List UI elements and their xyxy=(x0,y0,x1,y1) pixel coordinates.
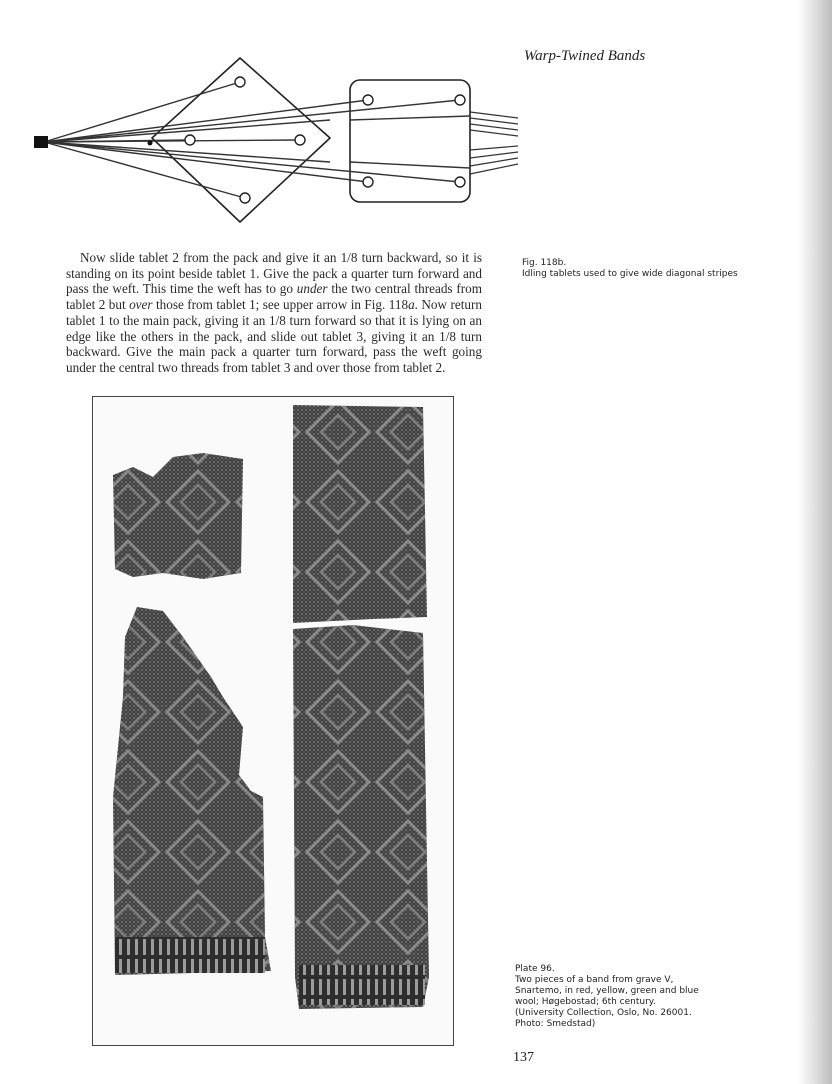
plate-caption-label: Plate 96. xyxy=(515,964,555,974)
textile-band-lower xyxy=(293,625,429,1009)
body-paragraph: Now slide tablet 2 from the pack and give it an 1/8 turn backward, so it is standing on its point beside tablet 1. Give the pack a quarter turn forward and pass the weft. This time the weft has to go under the two central threads from tablet 2 but over those from tablet 1; see upper arrow in Fig. 118a. Now return tablet 1 to the main pack, giving it an 1/8 turn forward so that it is lying on an edge like the others in the pack, and slide out tablet 3, giving it an 1/8 turn backward. Give the main pack a quarter turn forward, pass the weft going under the central two threads from tablet 3 and over those from tablet 2. xyxy=(66,250,483,375)
plate-caption-line: Two pieces of a band from grave V, xyxy=(515,975,674,985)
plate-photo xyxy=(92,396,454,1046)
tablet-diagram-drawing xyxy=(30,50,530,235)
plate-caption-line: Photo: Smedstad) xyxy=(515,1019,596,1029)
textile-band-upper xyxy=(293,405,427,623)
tablet-diagram xyxy=(30,50,530,235)
plate-caption xyxy=(515,964,745,1030)
plate-caption-line: (University Collection, Oslo, No. 26001. xyxy=(515,1008,692,1018)
textile-photo-drawing xyxy=(93,397,453,1045)
figure-caption-label: Fig. 118b. xyxy=(522,258,567,268)
textile-fragment-small xyxy=(113,453,243,579)
figure-caption-text: Idling tablets used to give wide diagonal stripes xyxy=(522,269,738,279)
page-number: 137 xyxy=(513,1050,534,1065)
warp-threads-right xyxy=(470,112,518,174)
warp-knot xyxy=(34,136,48,148)
figure-caption xyxy=(522,258,742,280)
running-head: Warp-Twined Bands xyxy=(524,48,646,64)
weft-marker-dot xyxy=(148,141,153,146)
textile-fragment-left xyxy=(113,607,271,975)
page-edge-shadow xyxy=(798,0,832,1084)
plate-caption-line: Snartemo, in red, yellow, green and blue xyxy=(515,986,699,996)
plate-caption-line: wool; Høgebostad; 6th century. xyxy=(515,997,656,1007)
